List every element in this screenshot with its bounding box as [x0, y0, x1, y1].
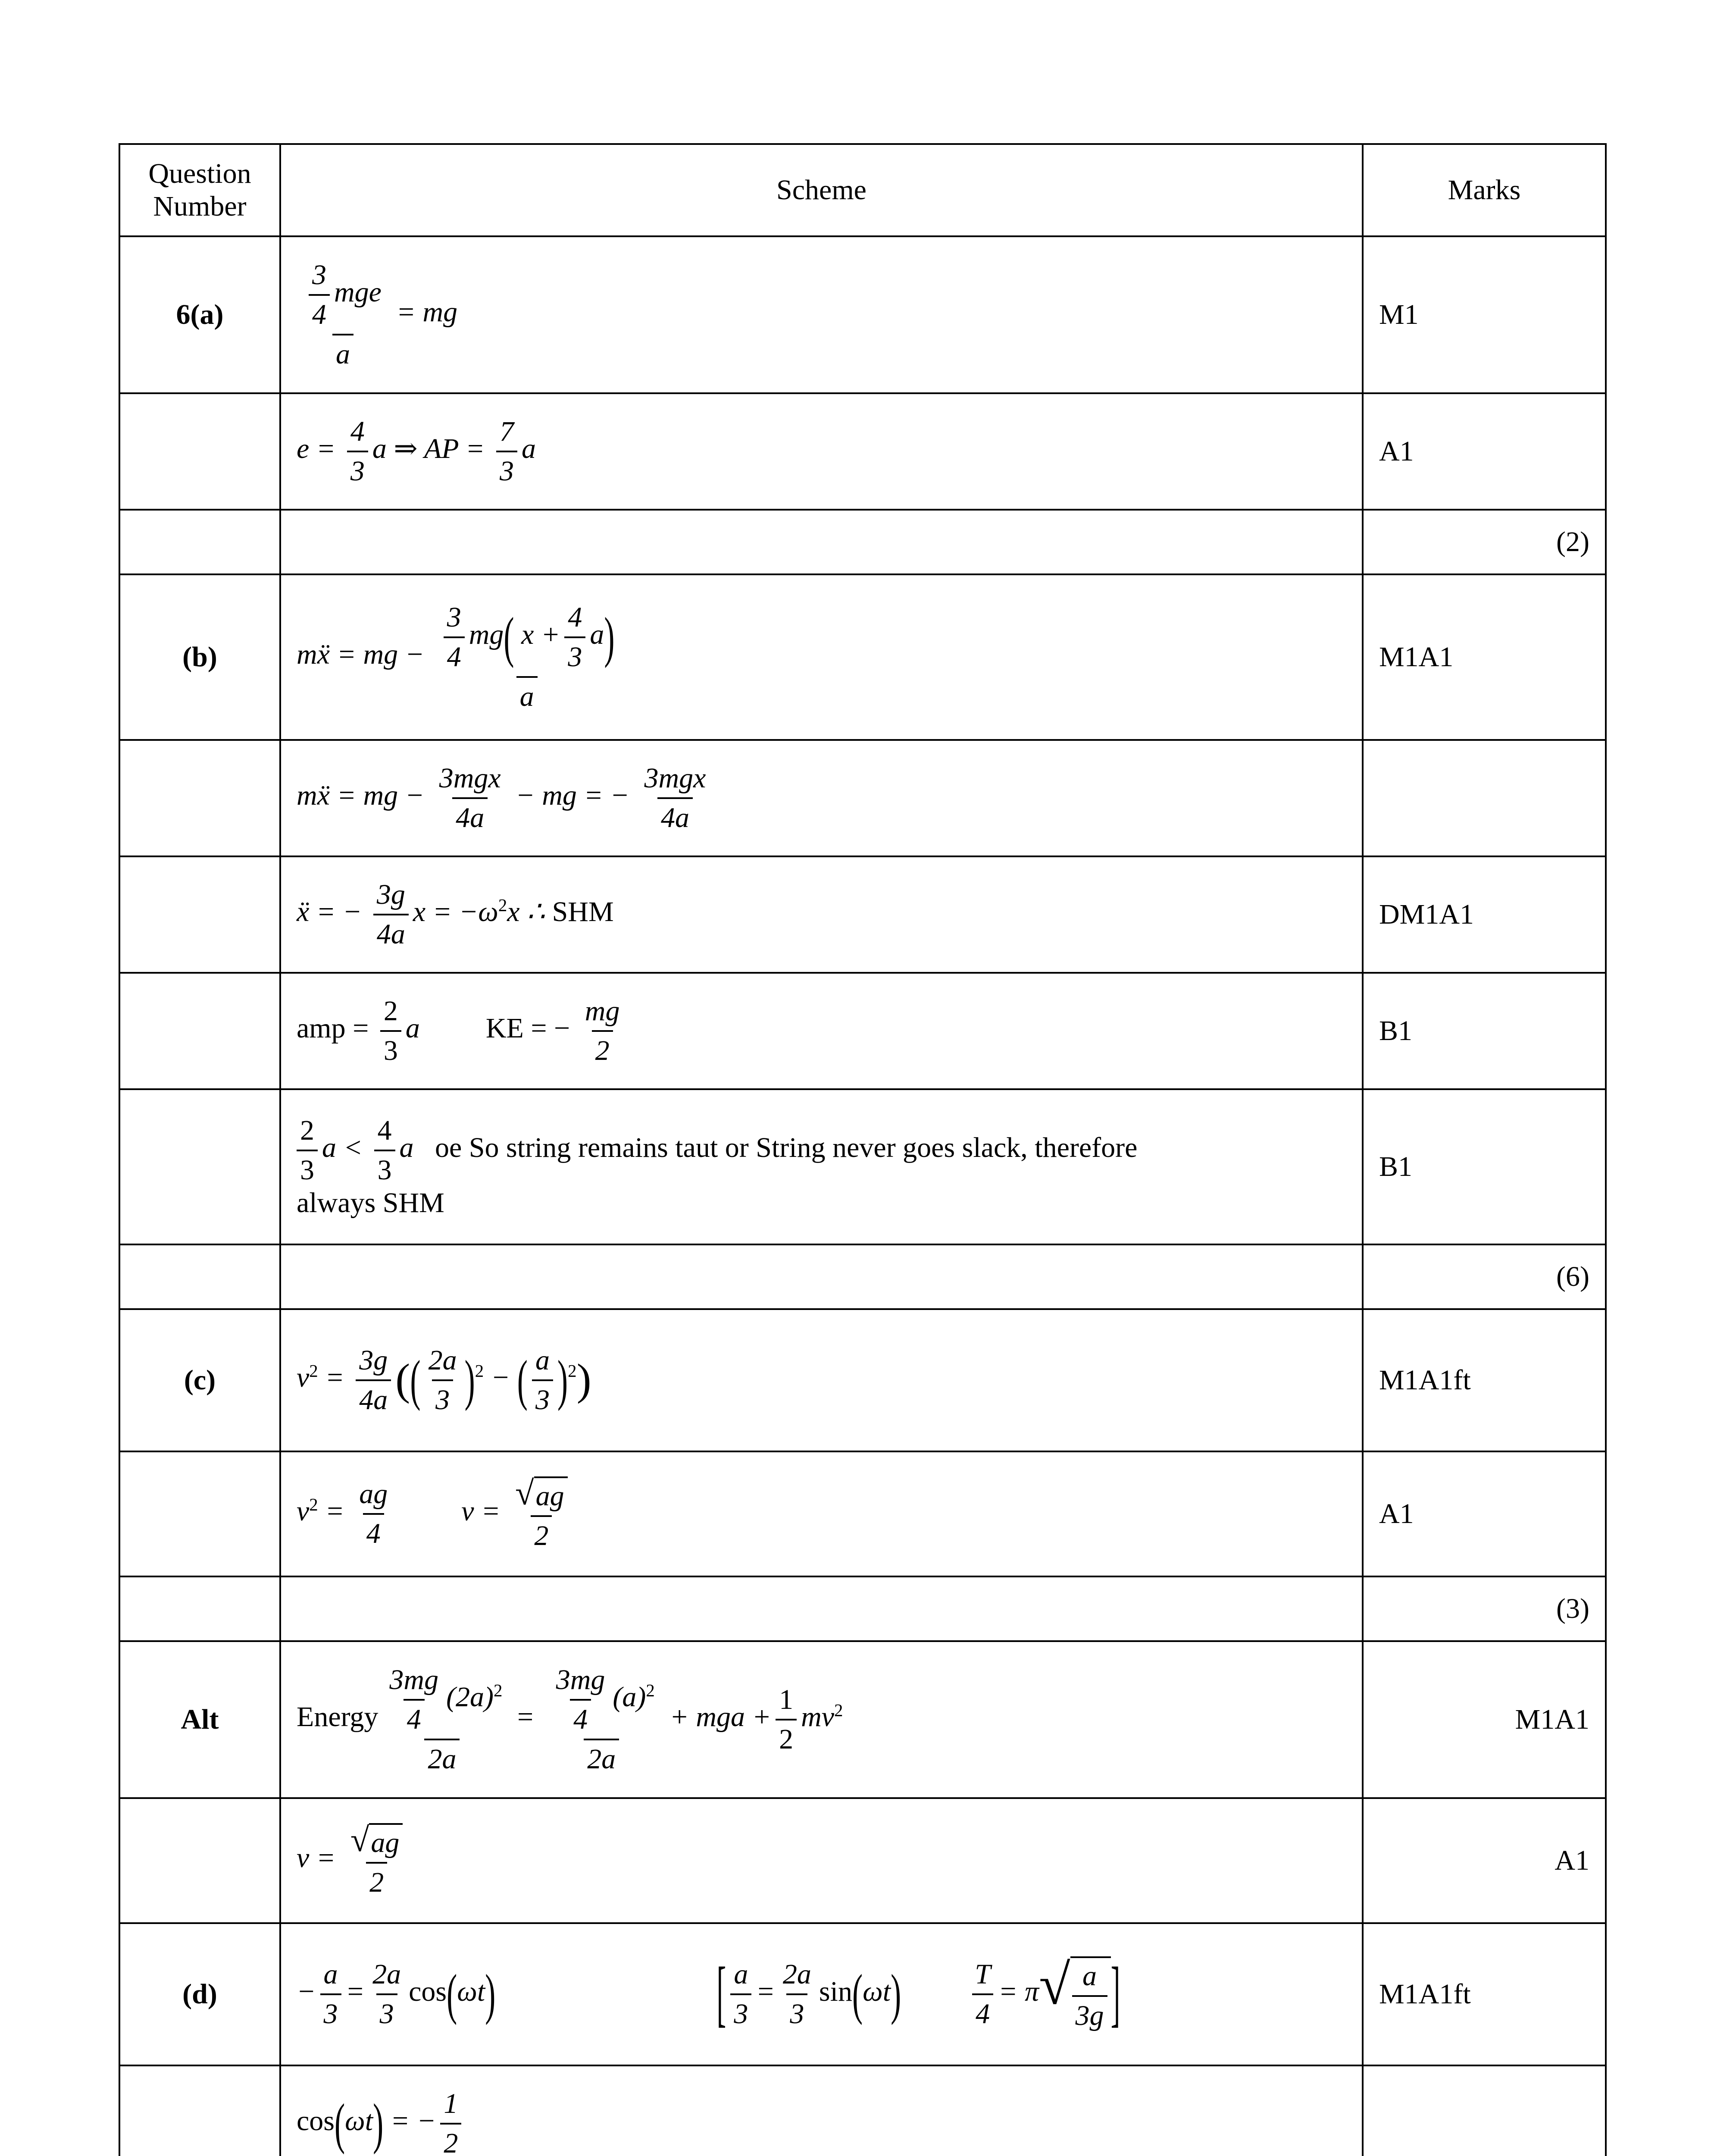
formula: $\frac{3}{4}$ mge a [301, 259, 385, 371]
subtotal: (3) [1363, 1576, 1606, 1641]
scheme-cell: $v^2$ = $\frac{3g}{4a}$ (( $\frac{2a}{3}$ )$^2$ − ( $\frac{a}{3}$ )$^2$) [280, 1309, 1363, 1451]
mark-scheme-table [119, 143, 1607, 2156]
table-row [119, 1309, 1606, 1451]
scheme-cell: mẍ = mg − $\frac{3}{4}$ mg( x + $\frac{4}{3}$ a) a [280, 574, 1363, 740]
mark-cell: M1A1 [1363, 1641, 1606, 1798]
mark-cell: B1 [1363, 973, 1606, 1089]
marks-header: Marks [1363, 144, 1606, 236]
subtotal-row [119, 510, 1606, 574]
question-label: (b) [119, 574, 280, 740]
scheme-cell: cos(ωt) = − $\frac{1}{2}$ [280, 2065, 1363, 2156]
question-label: (d) [119, 1923, 280, 2065]
mark-cell [1363, 2065, 1606, 2156]
scheme-cell: $\frac{2}{3}$ a < $\frac{4}{3}$ a oe So string remains taut or String never goes slack, therefore always SHM [280, 1089, 1363, 1244]
question-label: 6(a) [119, 236, 280, 393]
table-row [119, 856, 1606, 973]
table-row [119, 1798, 1606, 1923]
scheme-cell [280, 236, 1363, 393]
mark-cell: B1 [1363, 1089, 1606, 1244]
table-row [119, 740, 1606, 856]
formula-rhs: = mg [396, 296, 458, 328]
mark-cell: M1 [1363, 236, 1606, 393]
scheme-cell: v = √ ag 2 [280, 1798, 1363, 1923]
mark-cell: DM1A1 [1363, 856, 1606, 973]
mark-cell: M1A1ft [1363, 1309, 1606, 1451]
table-row [119, 1641, 1606, 1798]
subtotal-row [119, 1244, 1606, 1309]
scheme-cell: $v^2$ = $\frac{ag}{4}$ v = √ ag 2 [280, 1451, 1363, 1576]
table-row [119, 1089, 1606, 1244]
mark-cell [1363, 740, 1606, 856]
mark-cell: A1 [1363, 393, 1606, 510]
scheme-cell: amp = $\frac{2}{3}$ a KE = − $\frac{mg}{2}$ [280, 973, 1363, 1089]
table-row [119, 1923, 1606, 2065]
subtotal-row [119, 1576, 1606, 1641]
table-row [119, 973, 1606, 1089]
mark-cell: M1A1ft [1363, 1923, 1606, 2065]
table-row [119, 393, 1606, 510]
question-label: Alt [119, 1641, 280, 1798]
scheme-cell: ẍ = − $\frac{3g}{4a}$ $x = -\omega^2x$ ∴ SHM [280, 856, 1363, 973]
mark-cell: M1A1 [1363, 574, 1606, 740]
table-row [119, 236, 1606, 393]
header-row [119, 144, 1606, 236]
table-row [119, 574, 1606, 740]
question-number-header: Question Number [119, 144, 280, 236]
scheme-cell: e = $\frac{4}{3}$ a ⇒ AP = $\frac{7}{3}$ a [280, 393, 1363, 510]
scheme-cell: − $\frac{a}{3}$ = $\frac{2a}{3}$ cos(ωt) [ $\frac{a}{3}$ = $\frac{2a}{3}$ sin(ωt) $\frac{T}{4}$ = π √ $\frac{a}{3g}$ ] [280, 1923, 1363, 2065]
scheme-cell: mẍ = mg − $\frac{\text{3mgx}}{4a}$ − mg = − $\frac{\text{3mgx}}{4a}$ [280, 740, 1363, 856]
mark-cell: A1 [1363, 1798, 1606, 1923]
table-row [119, 2065, 1606, 2156]
mark-cell: A1 [1363, 1451, 1606, 1576]
subtotal: (2) [1363, 510, 1606, 574]
scheme-cell: Energy $\frac{3mg}{4}$ $(2a)^2$ 2a = $\frac{3mg}{4}$ $(a)^2$ 2a + mga + $\frac{1}{2}$ $mv^2$ [280, 1641, 1363, 1798]
question-label: (c) [119, 1309, 280, 1451]
table-row [119, 1451, 1606, 1576]
scheme-header: Scheme [280, 144, 1363, 236]
subtotal: (6) [1363, 1244, 1606, 1309]
